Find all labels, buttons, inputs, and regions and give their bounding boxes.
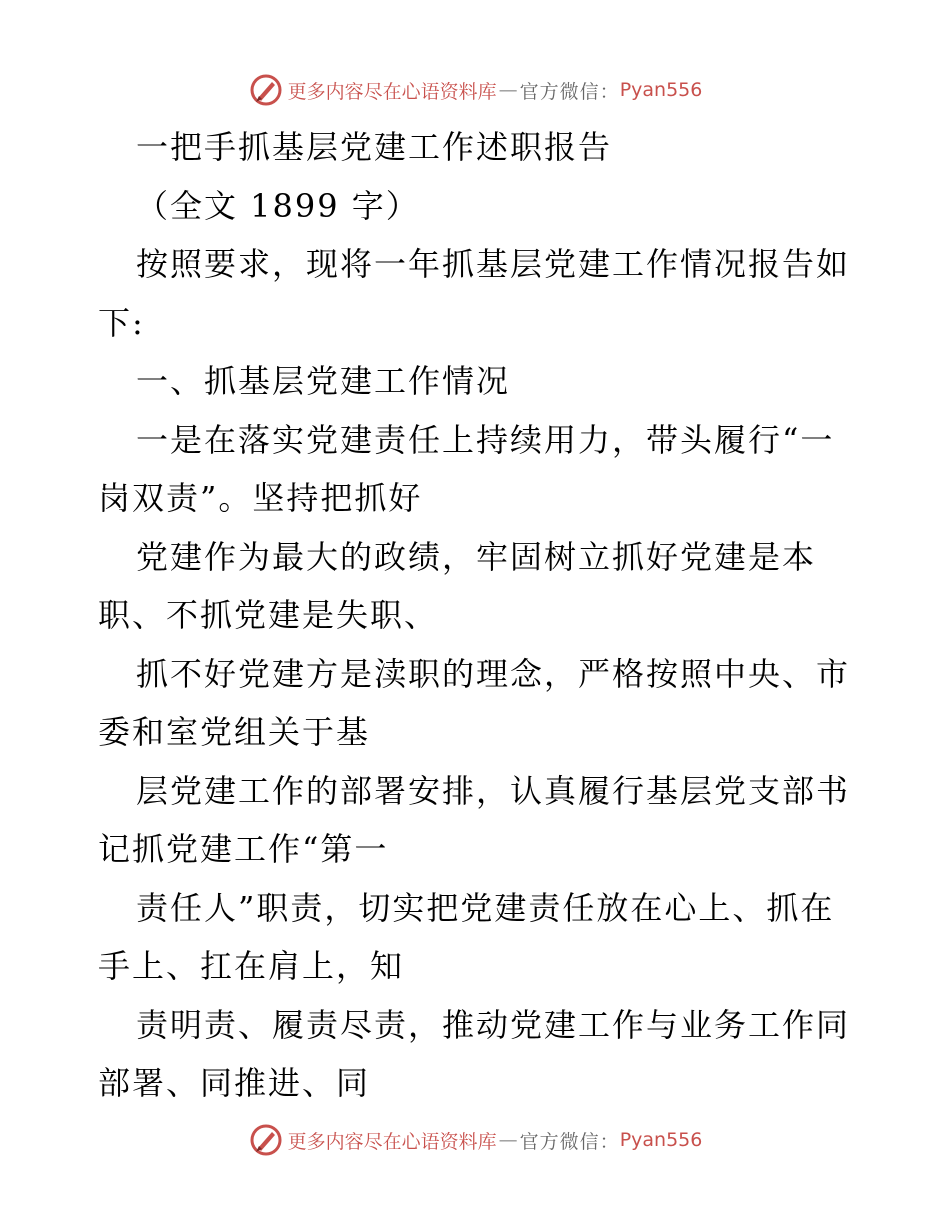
watermark-wechat-id: Pyan556 (619, 1129, 703, 1151)
document-line: 一是在落实党建责任上持续用力，带头履行“一 (136, 420, 835, 459)
watermark-official-text: 官方微信： (519, 1130, 620, 1153)
document-line: 职、不抓党建是失职、 (98, 596, 439, 634)
document-line: 责明责、履责尽责，推动党建工作与业务工作同 (136, 1005, 851, 1044)
document-line: 记抓党建工作“第一 (98, 830, 389, 868)
watermark-site-text: 更多内容尽在心语资料库 (287, 1130, 497, 1153)
document-body (98, 118, 858, 1113)
watermark-site-text: 更多内容尽在心语资料库 (287, 80, 497, 103)
document-line: 部署、同推进、同 (98, 1064, 371, 1102)
pen-logo-icon (248, 1122, 284, 1158)
document-line: （全文 1899 字） (136, 186, 420, 225)
document-line: 一、抓基层党建工作情况 (136, 362, 511, 400)
watermark-official-text: 官方微信： (519, 80, 620, 103)
pen-logo-icon (248, 72, 284, 108)
document-line: 层党建工作的部署安排，认真履行基层党支部书 (136, 771, 851, 810)
watermark-wechat-id: Pyan556 (619, 79, 703, 101)
document-line: 委和室党组关于基 (98, 713, 371, 751)
document-line: 抓不好党建方是渎职的理念，严格按照中央、市 (136, 654, 851, 693)
document-line: 按照要求，现将一年抓基层党建工作情况报告如 (136, 245, 851, 283)
document-line: 一把手抓基层党建工作述职报告 (136, 128, 613, 166)
document-line: 党建作为最大的政绩，牢固树立抓好党建是本 (136, 537, 817, 576)
document-line: 下: (98, 303, 145, 342)
header-watermark (0, 70, 950, 110)
document-line: 岗双责”。坚持把抓好 (98, 479, 423, 517)
watermark-separator: — (498, 1129, 518, 1151)
footer-watermark (0, 1120, 950, 1160)
watermark-separator: — (498, 79, 518, 101)
document-line: 手上、扛在肩上，知 (98, 947, 405, 985)
document-line: 责任人”职责，切实把党建责任放在心上、抓在 (136, 888, 835, 927)
